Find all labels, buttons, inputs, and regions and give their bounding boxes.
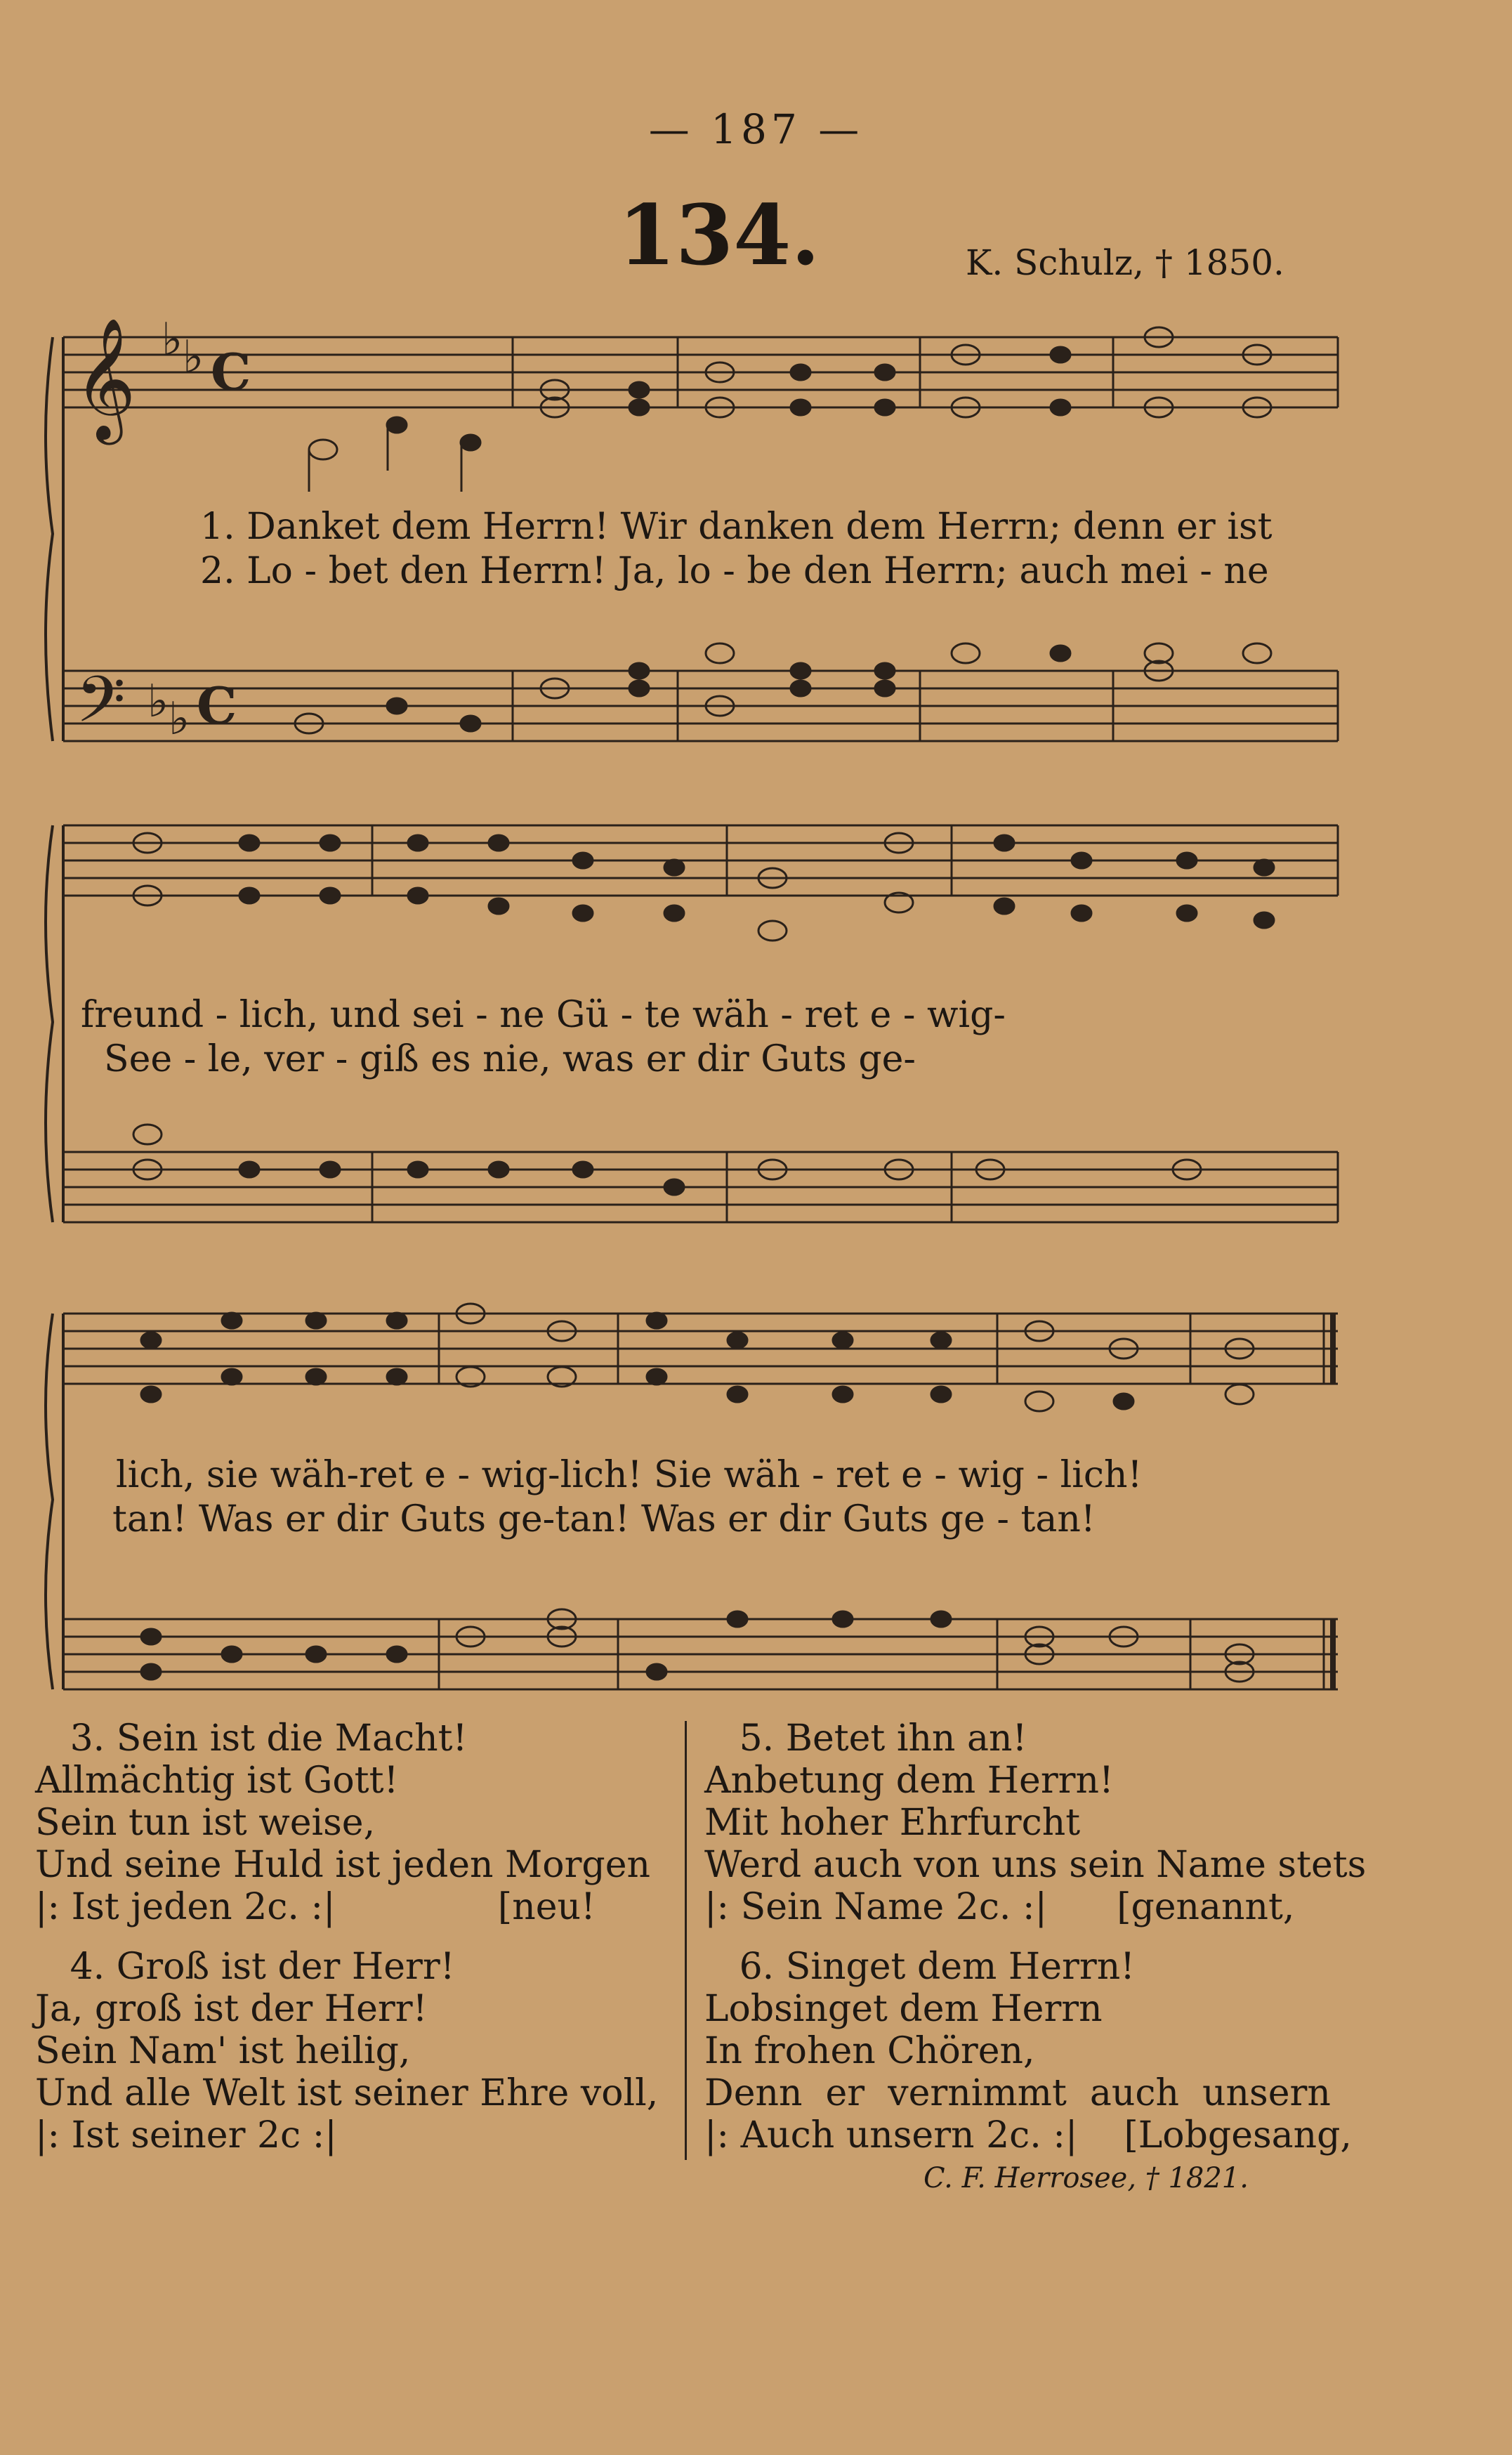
composer-credit: K. Schulz, † 1850. — [966, 242, 1284, 283]
page-number: — 187 — — [648, 105, 864, 153]
system-brackets — [46, 337, 63, 1689]
text-credit: C. F. Herrosee, † 1821. — [923, 2162, 1249, 2194]
flat-icon: ♭ — [147, 676, 169, 728]
common-time-icon: C — [211, 342, 251, 402]
treble-clef-icon: 𝄞 — [74, 317, 136, 440]
hymn-number: 134. — [618, 186, 820, 284]
verse-6: 6. Singet dem Herrn! Lobsinget dem Herrn In frohen Chören, Denn er vernimmt auch unsern |: Auch unsern 2c. :| [Lobgesang, — [704, 1946, 1352, 2156]
verse-divider — [685, 1721, 687, 2160]
bass-clef-icon: 𝄢 — [76, 662, 126, 752]
verse-4: 4. Groß ist der Herr! Ja, groß ist der Herr! Sein Nam' ist heilig, Und alle Welt ist seiner Ehre voll, |: Ist seiner 2c :| — [35, 1946, 659, 2156]
flat-icon: ♭ — [169, 693, 190, 745]
common-time-icon: C — [197, 676, 237, 735]
lyric-s3-v1: lich, sie wäh-ret e - wig-lich! Sie wäh - ret e - wig - lich! — [116, 1454, 1143, 1496]
lyric-s1-v1: 1. Danket dem Herrn! Wir danken dem Herrn; denn er ist — [200, 506, 1273, 548]
verse-5: 5. Betet ihn an! Anbetung dem Herrn! Mit hoher Ehrfurcht Werd auch von uns sein Name stets |: Sein Name 2c. :| [genannt, — [704, 1717, 1367, 1928]
flat-icon: ♭ — [162, 314, 183, 366]
lyric-s3-v2: tan! Was er dir Guts ge-tan! Was er dir Guts ge - tan! — [112, 1498, 1096, 1540]
lyric-s1-v2: 2. Lo - bet den Herrn! Ja, lo - be den Herrn; auch mei - ne — [200, 550, 1269, 592]
flat-icon: ♭ — [183, 332, 204, 384]
lyric-s2-v2: See - le, ver - giß es nie, was er dir Guts ge- — [104, 1038, 916, 1080]
notes-s1 — [309, 327, 1271, 492]
verse-3: 3. Sein ist die Macht! Allmächtig ist Gott! Sein tun ist weise, Und seine Huld ist jeden Morgen |: Ist jeden 2c. :| [neu! — [35, 1717, 650, 1928]
lyric-s2-v1: freund - lich, und sei - ne Gü - te wäh - ret e - wig- — [81, 994, 1006, 1036]
